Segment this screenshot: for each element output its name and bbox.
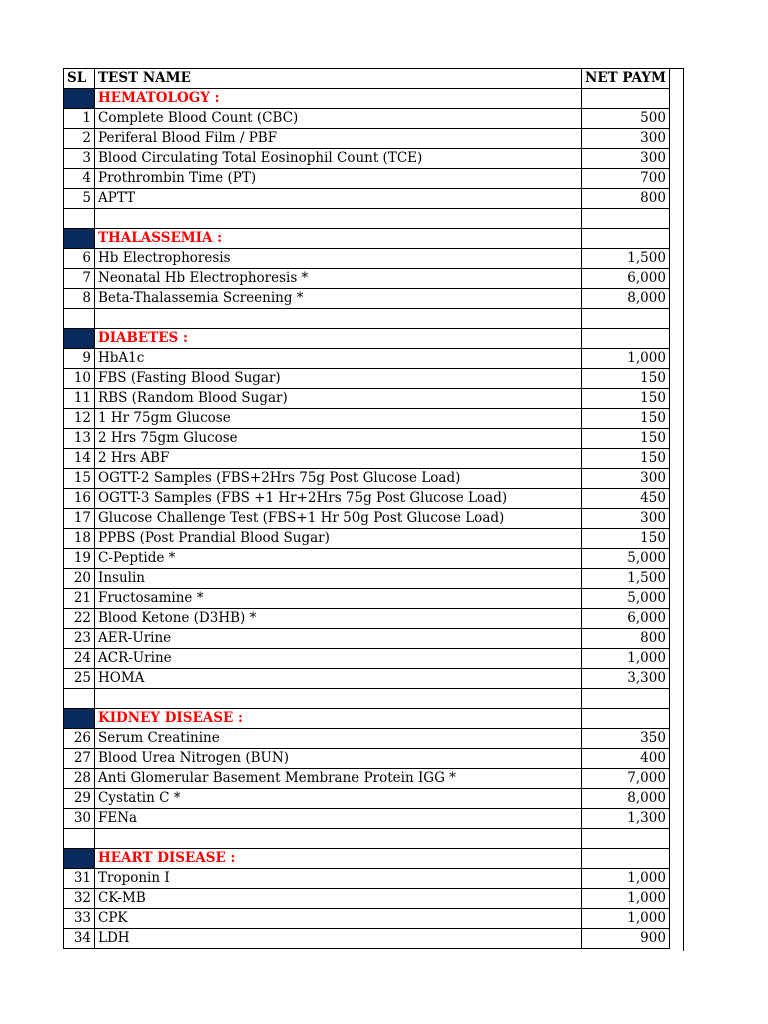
serial-number: 7 <box>64 269 95 289</box>
serial-number: 16 <box>64 489 95 509</box>
test-name: ACR-Urine <box>95 649 582 669</box>
net-payment: 1,300 <box>582 809 670 829</box>
net-payment: 8,000 <box>582 789 670 809</box>
table-row <box>64 489 670 509</box>
table-row <box>64 789 670 809</box>
section-title: DIABETES : <box>95 329 582 349</box>
table-row <box>64 429 670 449</box>
net-payment: 450 <box>582 489 670 509</box>
sheet-top-edge <box>655 68 683 69</box>
net-payment: 1,500 <box>582 569 670 589</box>
table-row <box>64 289 670 309</box>
section-marker <box>64 329 95 349</box>
test-name: Blood Urea Nitrogen (BUN) <box>95 749 582 769</box>
serial-number: 23 <box>64 629 95 649</box>
table-row <box>64 669 670 689</box>
test-name: Blood Ketone (D3HB) * <box>95 609 582 629</box>
section-pay-cell <box>582 849 670 869</box>
net-payment: 500 <box>582 109 670 129</box>
sheet-right-edge <box>683 68 684 951</box>
section-title: KIDNEY DISEASE : <box>95 709 582 729</box>
empty-cell <box>95 209 582 229</box>
section-title: HEART DISEASE : <box>95 849 582 869</box>
net-payment: 1,000 <box>582 909 670 929</box>
net-payment: 1,000 <box>582 889 670 909</box>
test-name: C-Peptide * <box>95 549 582 569</box>
table-row <box>64 269 670 289</box>
table-row <box>64 129 670 149</box>
serial-number: 26 <box>64 729 95 749</box>
net-payment: 150 <box>582 389 670 409</box>
serial-number: 2 <box>64 129 95 149</box>
section-pay-cell <box>582 709 670 729</box>
section-row <box>64 89 670 109</box>
table-row <box>64 349 670 369</box>
section-marker <box>64 849 95 869</box>
test-name: Beta-Thalassemia Screening * <box>95 289 582 309</box>
table-row <box>64 389 670 409</box>
serial-number: 33 <box>64 909 95 929</box>
test-name: LDH <box>95 929 582 949</box>
net-payment: 800 <box>582 629 670 649</box>
empty-cell <box>64 309 95 329</box>
serial-number: 15 <box>64 469 95 489</box>
net-payment: 350 <box>582 729 670 749</box>
table-row <box>64 929 670 949</box>
table-row <box>64 629 670 649</box>
spacer-row <box>64 209 670 229</box>
empty-cell <box>582 309 670 329</box>
net-payment: 300 <box>582 129 670 149</box>
net-payment: 6,000 <box>582 609 670 629</box>
test-name: Neonatal Hb Electrophoresis * <box>95 269 582 289</box>
empty-cell <box>64 829 95 849</box>
test-name: Blood Circulating Total Eosinophil Count (TCE) <box>95 149 582 169</box>
table-row <box>64 729 670 749</box>
test-name: Anti Glomerular Basement Membrane Protein IGG * <box>95 769 582 789</box>
table-row <box>64 469 670 489</box>
serial-number: 24 <box>64 649 95 669</box>
test-name: HOMA <box>95 669 582 689</box>
serial-number: 12 <box>64 409 95 429</box>
table-row <box>64 909 670 929</box>
section-marker <box>64 89 95 109</box>
table-row <box>64 809 670 829</box>
net-payment: 5,000 <box>582 549 670 569</box>
table-row <box>64 649 670 669</box>
net-payment: 3,300 <box>582 669 670 689</box>
serial-number: 1 <box>64 109 95 129</box>
table-row <box>64 749 670 769</box>
test-name: Cystatin C * <box>95 789 582 809</box>
net-payment: 1,000 <box>582 649 670 669</box>
test-name: Complete Blood Count (CBC) <box>95 109 582 129</box>
table-row <box>64 449 670 469</box>
empty-cell <box>582 689 670 709</box>
net-payment: 700 <box>582 169 670 189</box>
empty-cell <box>64 209 95 229</box>
serial-number: 21 <box>64 589 95 609</box>
net-payment: 5,000 <box>582 589 670 609</box>
net-payment: 300 <box>582 469 670 489</box>
test-name: Periferal Blood Film / PBF <box>95 129 582 149</box>
net-payment: 1,000 <box>582 869 670 889</box>
net-payment: 150 <box>582 529 670 549</box>
serial-number: 18 <box>64 529 95 549</box>
test-name: OGTT-3 Samples (FBS +1 Hr+2Hrs 75g Post Glucose Load) <box>95 489 582 509</box>
serial-number: 8 <box>64 289 95 309</box>
section-row <box>64 329 670 349</box>
serial-number: 5 <box>64 189 95 209</box>
test-name: FENa <box>95 809 582 829</box>
section-title: THALASSEMIA : <box>95 229 582 249</box>
net-payment: 150 <box>582 429 670 449</box>
table-row <box>64 149 670 169</box>
test-name: Hb Electrophoresis <box>95 249 582 269</box>
serial-number: 20 <box>64 569 95 589</box>
table-row <box>64 169 670 189</box>
serial-number: 29 <box>64 789 95 809</box>
serial-number: 6 <box>64 249 95 269</box>
empty-cell <box>64 689 95 709</box>
section-marker <box>64 229 95 249</box>
serial-number: 34 <box>64 929 95 949</box>
net-payment: 400 <box>582 749 670 769</box>
test-name: FBS (Fasting Blood Sugar) <box>95 369 582 389</box>
section-pay-cell <box>582 229 670 249</box>
table-row <box>64 589 670 609</box>
test-name: AER-Urine <box>95 629 582 649</box>
table-row <box>64 549 670 569</box>
empty-cell <box>582 829 670 849</box>
section-marker <box>64 709 95 729</box>
serial-number: 25 <box>64 669 95 689</box>
net-payment: 150 <box>582 369 670 389</box>
serial-number: 17 <box>64 509 95 529</box>
serial-number: 31 <box>64 869 95 889</box>
section-pay-cell <box>582 329 670 349</box>
table-row <box>64 569 670 589</box>
test-name: CK-MB <box>95 889 582 909</box>
header-test-name: TEST NAME <box>95 69 582 89</box>
net-payment: 800 <box>582 189 670 209</box>
net-payment: 300 <box>582 509 670 529</box>
table-row <box>64 109 670 129</box>
net-payment: 150 <box>582 449 670 469</box>
serial-number: 28 <box>64 769 95 789</box>
spacer-row <box>64 689 670 709</box>
net-payment: 6,000 <box>582 269 670 289</box>
test-name: HbA1c <box>95 349 582 369</box>
serial-number: 10 <box>64 369 95 389</box>
spacer-row <box>64 309 670 329</box>
section-row <box>64 709 670 729</box>
header-row <box>64 69 670 89</box>
serial-number: 4 <box>64 169 95 189</box>
table-row <box>64 869 670 889</box>
price-list-body <box>64 69 670 949</box>
test-name: 1 Hr 75gm Glucose <box>95 409 582 429</box>
test-name: Glucose Challenge Test (FBS+1 Hr 50g Post Glucose Load) <box>95 509 582 529</box>
net-payment: 7,000 <box>582 769 670 789</box>
test-name: Troponin I <box>95 869 582 889</box>
spacer-row <box>64 829 670 849</box>
test-name: Fructosamine * <box>95 589 582 609</box>
table-row <box>64 529 670 549</box>
table-row <box>64 769 670 789</box>
table-row <box>64 409 670 429</box>
serial-number: 9 <box>64 349 95 369</box>
empty-cell <box>582 209 670 229</box>
serial-number: 14 <box>64 449 95 469</box>
net-payment: 1,000 <box>582 349 670 369</box>
net-payment: 1,500 <box>582 249 670 269</box>
header-sl: SL <box>64 69 95 89</box>
test-name: APTT <box>95 189 582 209</box>
serial-number: 11 <box>64 389 95 409</box>
test-name: OGTT-2 Samples (FBS+2Hrs 75g Post Glucose Load) <box>95 469 582 489</box>
net-payment: 900 <box>582 929 670 949</box>
net-payment: 8,000 <box>582 289 670 309</box>
net-payment: 150 <box>582 409 670 429</box>
test-name: RBS (Random Blood Sugar) <box>95 389 582 409</box>
test-name: PPBS (Post Prandial Blood Sugar) <box>95 529 582 549</box>
empty-cell <box>95 829 582 849</box>
serial-number: 22 <box>64 609 95 629</box>
serial-number: 27 <box>64 749 95 769</box>
serial-number: 32 <box>64 889 95 909</box>
section-row <box>64 229 670 249</box>
empty-cell <box>95 689 582 709</box>
net-payment: 300 <box>582 149 670 169</box>
section-title: HEMATOLOGY : <box>95 89 582 109</box>
table-row <box>64 189 670 209</box>
test-name: 2 Hrs ABF <box>95 449 582 469</box>
test-name: Prothrombin Time (PT) <box>95 169 582 189</box>
serial-number: 13 <box>64 429 95 449</box>
serial-number: 3 <box>64 149 95 169</box>
table-row <box>64 509 670 529</box>
header-net-payment: NET PAYM <box>582 69 670 89</box>
test-name: CPK <box>95 909 582 929</box>
table-row <box>64 889 670 909</box>
table-row <box>64 369 670 389</box>
table-row <box>64 609 670 629</box>
section-row <box>64 849 670 869</box>
serial-number: 30 <box>64 809 95 829</box>
test-name: Serum Creatinine <box>95 729 582 749</box>
price-list-table <box>63 68 670 949</box>
table-row <box>64 249 670 269</box>
empty-cell <box>95 309 582 329</box>
section-pay-cell <box>582 89 670 109</box>
test-name: Insulin <box>95 569 582 589</box>
test-name: 2 Hrs 75gm Glucose <box>95 429 582 449</box>
serial-number: 19 <box>64 549 95 569</box>
